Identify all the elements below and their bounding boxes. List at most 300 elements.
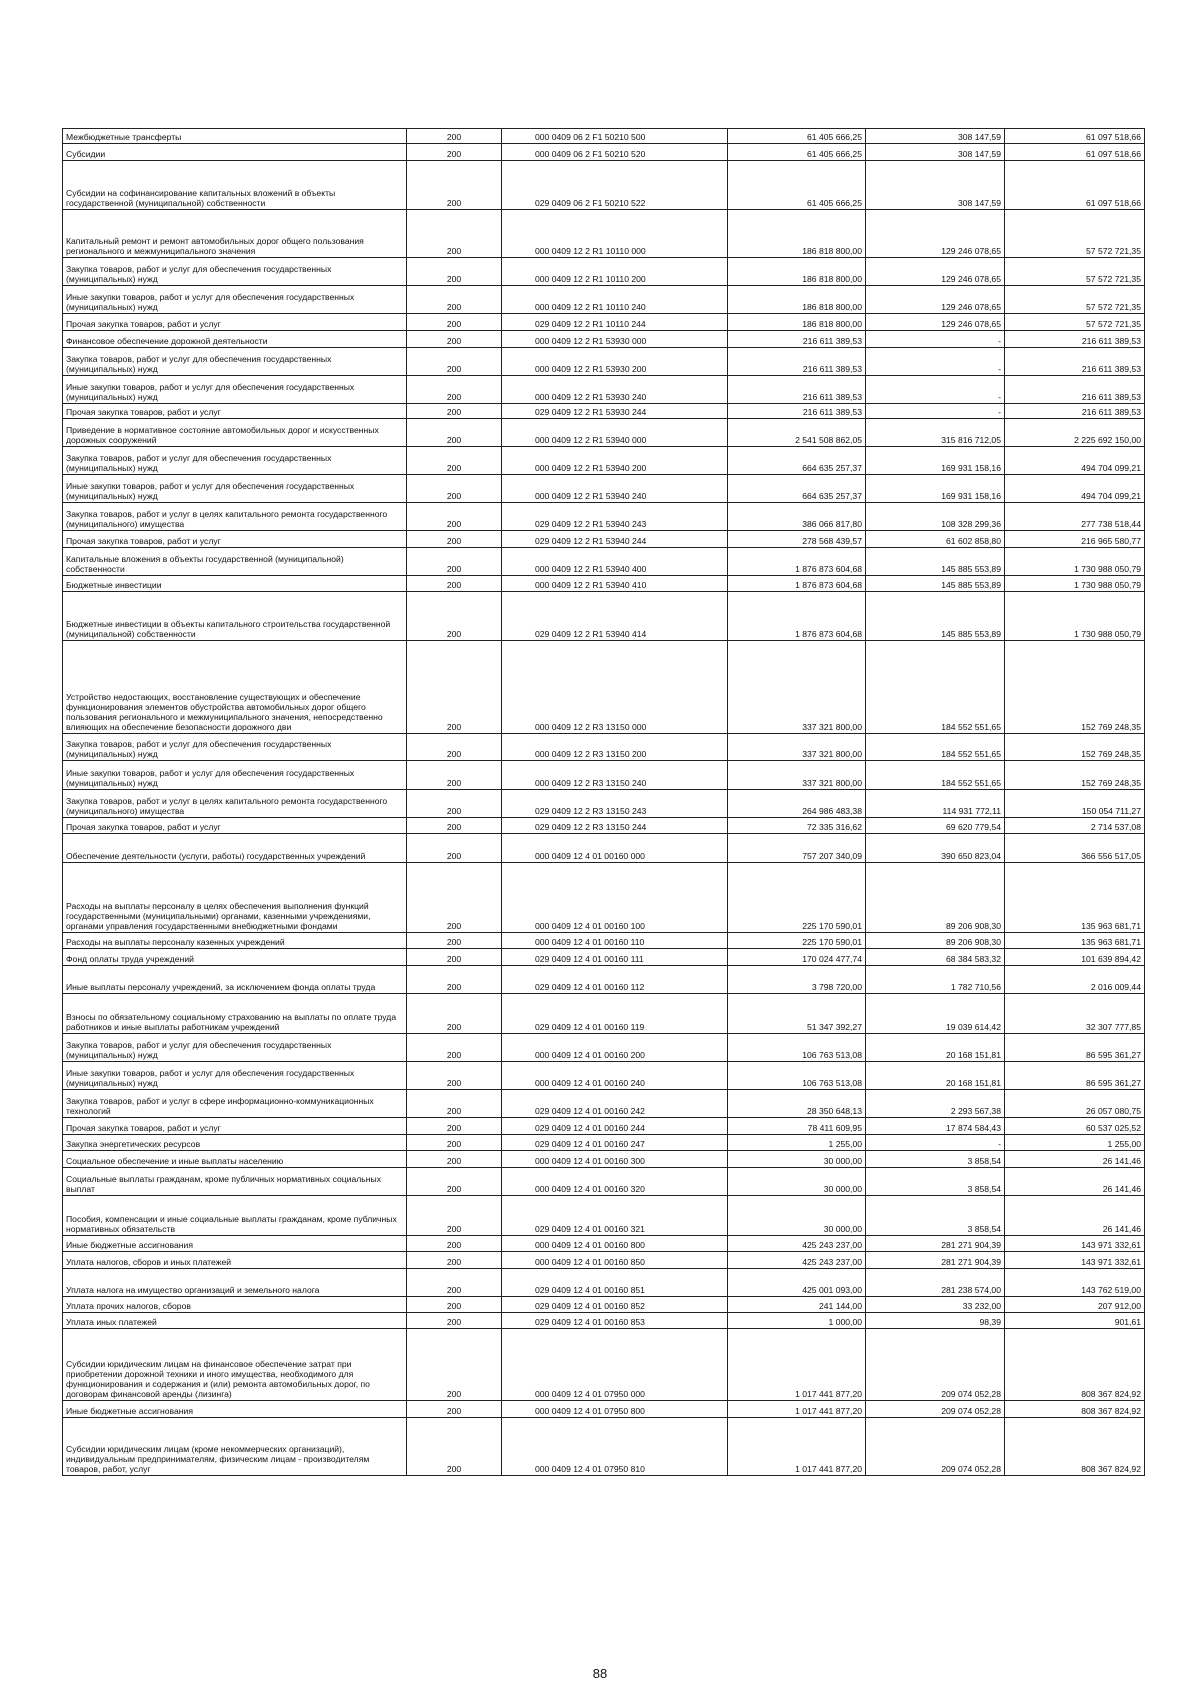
executed-amount-cell: 129 246 078,65 — [866, 314, 1005, 331]
unexecuted-amount-cell: 150 054 711,27 — [1005, 790, 1145, 818]
approved-amount-cell: 2 541 508 862,05 — [728, 419, 866, 447]
line-code-cell: 200 — [407, 419, 502, 447]
table-row — [63, 592, 1145, 641]
unexecuted-amount-cell: 216 965 580,77 — [1005, 531, 1145, 548]
table-row — [63, 286, 1145, 314]
expense-name-cell: Уплата иных платежей — [63, 1313, 407, 1329]
executed-amount-cell: - — [866, 348, 1005, 376]
budget-classification-code-cell: 029 0409 12 4 01 00160 112 — [502, 966, 728, 994]
executed-amount-cell: 209 074 052,28 — [866, 1401, 1005, 1418]
approved-amount-cell: 225 170 590,01 — [728, 863, 866, 933]
approved-amount-cell: 216 611 389,53 — [728, 348, 866, 376]
unexecuted-amount-cell: 135 963 681,71 — [1005, 863, 1145, 933]
unexecuted-amount-cell: 366 556 517,05 — [1005, 834, 1145, 863]
table-row — [63, 161, 1145, 210]
table-row — [63, 129, 1145, 144]
line-code-cell: 200 — [407, 1269, 502, 1297]
table-row — [63, 834, 1145, 863]
approved-amount-cell: 186 818 800,00 — [728, 286, 866, 314]
line-code-cell: 200 — [407, 475, 502, 503]
table-row — [63, 966, 1145, 994]
approved-amount-cell: 216 611 389,53 — [728, 376, 866, 404]
budget-classification-code-cell: 000 0409 12 4 01 00160 320 — [502, 1168, 728, 1196]
expense-name-cell: Субсидии на софинансирование капитальных вложений в объекты государственной (муниципальной) собственности — [63, 161, 407, 210]
table-row — [63, 734, 1145, 761]
expense-name-cell: Закупка товаров, работ и услуг в сфере информационно-коммуникационных технологий — [63, 1090, 407, 1118]
executed-amount-cell: 281 238 574,00 — [866, 1269, 1005, 1297]
budget-classification-code-cell: 029 0409 12 4 01 00160 852 — [502, 1297, 728, 1313]
table-row — [63, 1196, 1145, 1236]
executed-amount-cell: 19 039 614,42 — [866, 994, 1005, 1034]
table-row — [63, 1329, 1145, 1401]
approved-amount-cell: 28 350 648,13 — [728, 1090, 866, 1118]
unexecuted-amount-cell: 86 595 361,27 — [1005, 1034, 1145, 1062]
executed-amount-cell: 129 246 078,65 — [866, 286, 1005, 314]
executed-amount-cell: 145 885 553,89 — [866, 548, 1005, 576]
table-row — [63, 1418, 1145, 1476]
unexecuted-amount-cell: 61 097 518,66 — [1005, 161, 1145, 210]
table-row — [63, 1269, 1145, 1297]
budget-classification-code-cell: 000 0409 12 2 R1 53940 400 — [502, 548, 728, 576]
line-code-cell: 200 — [407, 447, 502, 475]
table-row — [63, 1313, 1145, 1329]
line-code-cell: 200 — [407, 548, 502, 576]
expense-name-cell: Закупка энергетических ресурсов — [63, 1135, 407, 1151]
budget-classification-code-cell: 000 0409 12 2 R1 53940 200 — [502, 447, 728, 475]
budget-classification-code-cell: 000 0409 12 2 R3 13150 000 — [502, 641, 728, 734]
line-code-cell: 200 — [407, 1418, 502, 1476]
executed-amount-cell: 33 232,00 — [866, 1297, 1005, 1313]
unexecuted-amount-cell: 216 611 389,53 — [1005, 404, 1145, 419]
budget-classification-code-cell: 000 0409 12 2 R1 10110 200 — [502, 258, 728, 286]
executed-amount-cell: 17 874 584,43 — [866, 1118, 1005, 1135]
executed-amount-cell: 184 552 551,65 — [866, 734, 1005, 761]
executed-amount-cell: - — [866, 1135, 1005, 1151]
executed-amount-cell: 308 147,59 — [866, 129, 1005, 144]
expense-name-cell: Субсидии юридическим лицам на финансовое обеспечение затрат при приобретении дорожной техники и иного имущества, необходимого для функционирования и содержания и (или) ремонта автомобильных дорог, по договорам финансовой аренды (лизинга) — [63, 1329, 407, 1401]
table-row — [63, 818, 1145, 834]
approved-amount-cell: 241 144,00 — [728, 1297, 866, 1313]
unexecuted-amount-cell: 26 141,46 — [1005, 1151, 1145, 1168]
unexecuted-amount-cell: 1 730 988 050,79 — [1005, 592, 1145, 641]
budget-classification-code-cell: 029 0409 12 4 01 00160 111 — [502, 949, 728, 966]
expense-name-cell: Уплата налогов, сборов и иных платежей — [63, 1252, 407, 1269]
approved-amount-cell: 1 876 873 604,68 — [728, 576, 866, 592]
expense-name-cell: Бюджетные инвестиции в объекты капитального строительства государственной (муниципальной) собственности — [63, 592, 407, 641]
executed-amount-cell: 315 816 712,05 — [866, 419, 1005, 447]
budget-classification-code-cell: 029 0409 12 2 R1 10110 244 — [502, 314, 728, 331]
table-row — [63, 548, 1145, 576]
executed-amount-cell: 209 074 052,28 — [866, 1418, 1005, 1476]
line-code-cell: 200 — [407, 129, 502, 144]
table-row — [63, 863, 1145, 933]
unexecuted-amount-cell: 2 714 537,08 — [1005, 818, 1145, 834]
line-code-cell: 200 — [407, 331, 502, 348]
budget-classification-code-cell: 000 0409 06 2 F1 50210 500 — [502, 129, 728, 144]
approved-amount-cell: 337 321 800,00 — [728, 734, 866, 761]
budget-classification-code-cell: 000 0409 12 4 01 00160 800 — [502, 1236, 728, 1252]
expense-name-cell: Закупка товаров, работ и услуг для обеспечения государственных (муниципальных) нужд — [63, 1034, 407, 1062]
line-code-cell: 200 — [407, 1034, 502, 1062]
expense-name-cell: Закупка товаров, работ и услуг в целях капитального ремонта государственного (муниципального) имущества — [63, 503, 407, 531]
expense-name-cell: Расходы на выплаты персоналу в целях обеспечения выполнения функций государственными (муниципальными) органами, казенными учреждениями, органами управления государственными внебюджетными фондами — [63, 863, 407, 933]
line-code-cell: 200 — [407, 348, 502, 376]
budget-classification-code-cell: 029 0409 12 4 01 00160 851 — [502, 1269, 728, 1297]
budget-classification-code-cell: 000 0409 12 2 R1 53930 240 — [502, 376, 728, 404]
approved-amount-cell: 186 818 800,00 — [728, 258, 866, 286]
unexecuted-amount-cell: 135 963 681,71 — [1005, 933, 1145, 949]
budget-classification-code-cell: 000 0409 06 2 F1 50210 520 — [502, 144, 728, 161]
executed-amount-cell: 281 271 904,39 — [866, 1252, 1005, 1269]
table-row — [63, 576, 1145, 592]
unexecuted-amount-cell: 32 307 777,85 — [1005, 994, 1145, 1034]
table-row — [63, 761, 1145, 790]
line-code-cell: 200 — [407, 1135, 502, 1151]
budget-classification-code-cell: 029 0409 12 2 R1 53940 243 — [502, 503, 728, 531]
approved-amount-cell: 425 243 237,00 — [728, 1252, 866, 1269]
expense-name-cell: Закупка товаров, работ и услуг для обеспечения государственных (муниципальных) нужд — [63, 447, 407, 475]
line-code-cell: 200 — [407, 258, 502, 286]
table-row — [63, 1168, 1145, 1196]
executed-amount-cell: 20 168 151,81 — [866, 1062, 1005, 1090]
expense-name-cell: Прочая закупка товаров, работ и услуг — [63, 404, 407, 419]
line-code-cell: 200 — [407, 1090, 502, 1118]
approved-amount-cell: 30 000,00 — [728, 1151, 866, 1168]
executed-amount-cell: 390 650 823,04 — [866, 834, 1005, 863]
line-code-cell: 200 — [407, 1329, 502, 1401]
budget-execution-table — [62, 128, 1145, 1476]
line-code-cell: 200 — [407, 576, 502, 592]
unexecuted-amount-cell: 1 255,00 — [1005, 1135, 1145, 1151]
executed-amount-cell: 3 858,54 — [866, 1151, 1005, 1168]
budget-classification-code-cell: 029 0409 12 4 01 00160 244 — [502, 1118, 728, 1135]
executed-amount-cell: 2 293 567,38 — [866, 1090, 1005, 1118]
unexecuted-amount-cell: 2 225 692 150,00 — [1005, 419, 1145, 447]
approved-amount-cell: 337 321 800,00 — [728, 641, 866, 734]
line-code-cell: 200 — [407, 210, 502, 258]
approved-amount-cell: 1 017 441 877,20 — [728, 1401, 866, 1418]
unexecuted-amount-cell: 808 367 824,92 — [1005, 1401, 1145, 1418]
line-code-cell: 200 — [407, 376, 502, 404]
budget-classification-code-cell: 000 0409 12 2 R3 13150 200 — [502, 734, 728, 761]
budget-classification-code-cell: 029 0409 12 4 01 00160 853 — [502, 1313, 728, 1329]
budget-classification-code-cell: 029 0409 12 2 R3 13150 243 — [502, 790, 728, 818]
unexecuted-amount-cell: 277 738 518,44 — [1005, 503, 1145, 531]
executed-amount-cell: 169 931 158,16 — [866, 447, 1005, 475]
approved-amount-cell: 186 818 800,00 — [728, 314, 866, 331]
line-code-cell: 200 — [407, 161, 502, 210]
executed-amount-cell: - — [866, 331, 1005, 348]
budget-classification-code-cell: 029 0409 12 2 R1 53930 244 — [502, 404, 728, 419]
expense-name-cell: Закупка товаров, работ и услуг для обеспечения государственных (муниципальных) нужд — [63, 348, 407, 376]
table-row — [63, 419, 1145, 447]
unexecuted-amount-cell: 61 097 518,66 — [1005, 144, 1145, 161]
executed-amount-cell: 129 246 078,65 — [866, 210, 1005, 258]
expense-name-cell: Уплата налога на имущество организаций и земельного налога — [63, 1269, 407, 1297]
executed-amount-cell: 281 271 904,39 — [866, 1236, 1005, 1252]
line-code-cell: 200 — [407, 286, 502, 314]
executed-amount-cell: 145 885 553,89 — [866, 592, 1005, 641]
executed-amount-cell: 108 328 299,36 — [866, 503, 1005, 531]
table-row — [63, 1151, 1145, 1168]
expense-name-cell: Иные бюджетные ассигнования — [63, 1401, 407, 1418]
line-code-cell: 200 — [407, 1118, 502, 1135]
line-code-cell: 200 — [407, 1401, 502, 1418]
table-row — [63, 641, 1145, 734]
budget-classification-code-cell: 029 0409 12 2 R3 13150 244 — [502, 818, 728, 834]
table-row — [63, 404, 1145, 419]
expense-name-cell: Пособия, компенсации и иные социальные выплаты гражданам, кроме публичных нормативных обязательств — [63, 1196, 407, 1236]
table-row — [63, 348, 1145, 376]
executed-amount-cell: 3 858,54 — [866, 1168, 1005, 1196]
budget-classification-code-cell: 000 0409 12 2 R1 53940 410 — [502, 576, 728, 592]
table-row — [63, 314, 1145, 331]
unexecuted-amount-cell: 901,61 — [1005, 1313, 1145, 1329]
expense-name-cell: Межбюджетные трансферты — [63, 129, 407, 144]
budget-classification-code-cell: 000 0409 12 4 01 00160 200 — [502, 1034, 728, 1062]
expense-name-cell: Иные бюджетные ассигнования — [63, 1236, 407, 1252]
line-code-cell: 200 — [407, 641, 502, 734]
unexecuted-amount-cell: 61 097 518,66 — [1005, 129, 1145, 144]
expense-name-cell: Прочая закупка товаров, работ и услуг — [63, 314, 407, 331]
executed-amount-cell: 20 168 151,81 — [866, 1034, 1005, 1062]
approved-amount-cell: 51 347 392,27 — [728, 994, 866, 1034]
expense-name-cell: Капитальные вложения в объекты государственной (муниципальной) собственности — [63, 548, 407, 576]
line-code-cell: 200 — [407, 404, 502, 419]
expense-name-cell: Обеспечение деятельности (услуги, работы) государственных учреждений — [63, 834, 407, 863]
approved-amount-cell: 225 170 590,01 — [728, 933, 866, 949]
approved-amount-cell: 664 635 257,37 — [728, 447, 866, 475]
executed-amount-cell: 3 858,54 — [866, 1196, 1005, 1236]
expense-name-cell: Иные закупки товаров, работ и услуг для обеспечения государственных (муниципальных) нужд — [63, 475, 407, 503]
expense-name-cell: Закупка товаров, работ и услуг в целях капитального ремонта государственного (муниципального) имущества — [63, 790, 407, 818]
approved-amount-cell: 78 411 609,95 — [728, 1118, 866, 1135]
expense-name-cell: Прочая закупка товаров, работ и услуг — [63, 531, 407, 548]
line-code-cell: 200 — [407, 1236, 502, 1252]
approved-amount-cell: 3 798 720,00 — [728, 966, 866, 994]
approved-amount-cell: 61 405 666,25 — [728, 144, 866, 161]
line-code-cell: 200 — [407, 761, 502, 790]
unexecuted-amount-cell: 152 769 248,35 — [1005, 761, 1145, 790]
approved-amount-cell: 106 763 513,08 — [728, 1062, 866, 1090]
table-row — [63, 1236, 1145, 1252]
budget-classification-code-cell: 000 0409 12 4 01 00160 850 — [502, 1252, 728, 1269]
executed-amount-cell: 89 206 908,30 — [866, 863, 1005, 933]
expense-name-cell: Иные закупки товаров, работ и услуг для обеспечения государственных (муниципальных) нужд — [63, 1062, 407, 1090]
expense-name-cell: Иные закупки товаров, работ и услуг для обеспечения государственных (муниципальных) нужд — [63, 376, 407, 404]
line-code-cell: 200 — [407, 592, 502, 641]
approved-amount-cell: 216 611 389,53 — [728, 404, 866, 419]
unexecuted-amount-cell: 57 572 721,35 — [1005, 258, 1145, 286]
approved-amount-cell: 30 000,00 — [728, 1168, 866, 1196]
line-code-cell: 200 — [407, 1297, 502, 1313]
executed-amount-cell: 209 074 052,28 — [866, 1329, 1005, 1401]
line-code-cell: 200 — [407, 1168, 502, 1196]
approved-amount-cell: 106 763 513,08 — [728, 1034, 866, 1062]
unexecuted-amount-cell: 216 611 389,53 — [1005, 331, 1145, 348]
budget-classification-code-cell: 029 0409 12 4 01 00160 321 — [502, 1196, 728, 1236]
table-row — [63, 1252, 1145, 1269]
expense-name-cell: Капитальный ремонт и ремонт автомобильных дорог общего пользования регионального и межмуниципального значения — [63, 210, 407, 258]
approved-amount-cell: 61 405 666,25 — [728, 161, 866, 210]
executed-amount-cell: 308 147,59 — [866, 161, 1005, 210]
budget-classification-code-cell: 000 0409 12 4 01 00160 000 — [502, 834, 728, 863]
expense-name-cell: Бюджетные инвестиции — [63, 576, 407, 592]
unexecuted-amount-cell: 808 367 824,92 — [1005, 1418, 1145, 1476]
unexecuted-amount-cell: 216 611 389,53 — [1005, 376, 1145, 404]
budget-classification-code-cell: 000 0409 12 2 R1 53940 000 — [502, 419, 728, 447]
table-row — [63, 1401, 1145, 1418]
line-code-cell: 200 — [407, 1313, 502, 1329]
approved-amount-cell: 757 207 340,09 — [728, 834, 866, 863]
table-row — [63, 790, 1145, 818]
budget-classification-code-cell: 000 0409 12 2 R1 53940 240 — [502, 475, 728, 503]
approved-amount-cell: 30 000,00 — [728, 1196, 866, 1236]
executed-amount-cell: 184 552 551,65 — [866, 761, 1005, 790]
executed-amount-cell: 308 147,59 — [866, 144, 1005, 161]
budget-classification-code-cell: 029 0409 12 2 R1 53940 414 — [502, 592, 728, 641]
line-code-cell: 200 — [407, 1062, 502, 1090]
unexecuted-amount-cell: 26 141,46 — [1005, 1168, 1145, 1196]
table-row — [63, 376, 1145, 404]
expense-name-cell: Устройство недостающих, восстановление существующих и обеспечение функционирования элементов обустройства автомобильных дорог общего пользования регионального и межмуниципального значения, непосредственно влияющих на обеспечение безопасности дорожного дви — [63, 641, 407, 734]
table-body — [63, 129, 1145, 1476]
approved-amount-cell: 216 611 389,53 — [728, 331, 866, 348]
executed-amount-cell: - — [866, 404, 1005, 419]
table-row — [63, 1034, 1145, 1062]
executed-amount-cell: 89 206 908,30 — [866, 933, 1005, 949]
executed-amount-cell: 1 782 710,56 — [866, 966, 1005, 994]
budget-classification-code-cell: 000 0409 12 4 01 07950 000 — [502, 1329, 728, 1401]
budget-classification-code-cell: 000 0409 12 4 01 00160 240 — [502, 1062, 728, 1090]
approved-amount-cell: 1 017 441 877,20 — [728, 1329, 866, 1401]
line-code-cell: 200 — [407, 531, 502, 548]
line-code-cell: 200 — [407, 1196, 502, 1236]
unexecuted-amount-cell: 26 057 080,75 — [1005, 1090, 1145, 1118]
unexecuted-amount-cell: 494 704 099,21 — [1005, 447, 1145, 475]
executed-amount-cell: 129 246 078,65 — [866, 258, 1005, 286]
budget-classification-code-cell: 029 0409 06 2 F1 50210 522 — [502, 161, 728, 210]
table-row — [63, 447, 1145, 475]
approved-amount-cell: 386 066 817,80 — [728, 503, 866, 531]
approved-amount-cell: 664 635 257,37 — [728, 475, 866, 503]
executed-amount-cell: 114 931 772,11 — [866, 790, 1005, 818]
page-number: 88 — [592, 1666, 608, 1681]
expense-name-cell: Прочая закупка товаров, работ и услуг — [63, 818, 407, 834]
approved-amount-cell: 72 335 316,62 — [728, 818, 866, 834]
budget-classification-code-cell: 000 0409 12 2 R1 53930 000 — [502, 331, 728, 348]
line-code-cell: 200 — [407, 994, 502, 1034]
budget-classification-code-cell: 029 0409 12 4 01 00160 242 — [502, 1090, 728, 1118]
line-code-cell: 200 — [407, 144, 502, 161]
approved-amount-cell: 425 243 237,00 — [728, 1236, 866, 1252]
expense-name-cell: Уплата прочих налогов, сборов — [63, 1297, 407, 1313]
table-row — [63, 1118, 1145, 1135]
unexecuted-amount-cell: 26 141,46 — [1005, 1196, 1145, 1236]
expense-name-cell: Субсидии юридическим лицам (кроме некоммерческих организаций), индивидуальным предпринимателям, физическим лицам - производителям товаров, работ, услуг — [63, 1418, 407, 1476]
unexecuted-amount-cell: 57 572 721,35 — [1005, 314, 1145, 331]
approved-amount-cell: 278 568 439,57 — [728, 531, 866, 548]
executed-amount-cell: 69 620 779,54 — [866, 818, 1005, 834]
approved-amount-cell: 1 017 441 877,20 — [728, 1418, 866, 1476]
approved-amount-cell: 186 818 800,00 — [728, 210, 866, 258]
budget-classification-code-cell: 000 0409 12 2 R3 13150 240 — [502, 761, 728, 790]
budget-classification-code-cell: 029 0409 12 2 R1 53940 244 — [502, 531, 728, 548]
unexecuted-amount-cell: 143 971 332,61 — [1005, 1236, 1145, 1252]
line-code-cell: 200 — [407, 734, 502, 761]
budget-classification-code-cell: 000 0409 12 4 01 00160 100 — [502, 863, 728, 933]
line-code-cell: 200 — [407, 314, 502, 331]
table-row — [63, 949, 1145, 966]
table-row — [63, 503, 1145, 531]
table-row — [63, 210, 1145, 258]
unexecuted-amount-cell: 1 730 988 050,79 — [1005, 576, 1145, 592]
unexecuted-amount-cell: 143 762 519,00 — [1005, 1269, 1145, 1297]
unexecuted-amount-cell: 1 730 988 050,79 — [1005, 548, 1145, 576]
budget-classification-code-cell: 000 0409 12 4 01 00160 300 — [502, 1151, 728, 1168]
budget-classification-code-cell: 000 0409 12 4 01 07950 810 — [502, 1418, 728, 1476]
executed-amount-cell: 184 552 551,65 — [866, 641, 1005, 734]
approved-amount-cell: 1 255,00 — [728, 1135, 866, 1151]
approved-amount-cell: 1 876 873 604,68 — [728, 548, 866, 576]
executed-amount-cell: 68 384 583,32 — [866, 949, 1005, 966]
unexecuted-amount-cell: 60 537 025,52 — [1005, 1118, 1145, 1135]
table-row — [63, 994, 1145, 1034]
table-row — [63, 531, 1145, 548]
unexecuted-amount-cell: 2 016 009,44 — [1005, 966, 1145, 994]
unexecuted-amount-cell: 207 912,00 — [1005, 1297, 1145, 1313]
executed-amount-cell: 145 885 553,89 — [866, 576, 1005, 592]
budget-classification-code-cell: 000 0409 12 2 R1 10110 240 — [502, 286, 728, 314]
expense-name-cell: Социальное обеспечение и иные выплаты населению — [63, 1151, 407, 1168]
expense-name-cell: Закупка товаров, работ и услуг для обеспечения государственных (муниципальных) нужд — [63, 734, 407, 761]
expense-name-cell: Иные закупки товаров, работ и услуг для обеспечения государственных (муниципальных) нужд — [63, 286, 407, 314]
executed-amount-cell: - — [866, 376, 1005, 404]
budget-classification-code-cell: 029 0409 12 4 01 00160 119 — [502, 994, 728, 1034]
table-row — [63, 1062, 1145, 1090]
unexecuted-amount-cell: 494 704 099,21 — [1005, 475, 1145, 503]
table-row — [63, 1297, 1145, 1313]
expense-name-cell: Иные выплаты персоналу учреждений, за исключением фонда оплаты труда — [63, 966, 407, 994]
table-row — [63, 933, 1145, 949]
line-code-cell: 200 — [407, 949, 502, 966]
unexecuted-amount-cell: 143 971 332,61 — [1005, 1252, 1145, 1269]
line-code-cell: 200 — [407, 834, 502, 863]
approved-amount-cell: 170 024 477,74 — [728, 949, 866, 966]
expense-name-cell: Взносы по обязательному социальному страхованию на выплаты по оплате труда работников и иные выплаты работникам учреждений — [63, 994, 407, 1034]
table-row — [63, 258, 1145, 286]
table-row — [63, 475, 1145, 503]
table-row — [63, 144, 1145, 161]
expense-name-cell: Иные закупки товаров, работ и услуг для обеспечения государственных (муниципальных) нужд — [63, 761, 407, 790]
budget-classification-code-cell: 000 0409 12 2 R1 53930 200 — [502, 348, 728, 376]
budget-classification-code-cell: 000 0409 12 2 R1 10110 000 — [502, 210, 728, 258]
unexecuted-amount-cell: 57 572 721,35 — [1005, 210, 1145, 258]
approved-amount-cell: 337 321 800,00 — [728, 761, 866, 790]
table-row — [63, 1090, 1145, 1118]
approved-amount-cell: 264 986 483,38 — [728, 790, 866, 818]
expense-name-cell: Финансовое обеспечение дорожной деятельности — [63, 331, 407, 348]
expense-name-cell: Субсидии — [63, 144, 407, 161]
approved-amount-cell: 425 001 093,00 — [728, 1269, 866, 1297]
executed-amount-cell: 98,39 — [866, 1313, 1005, 1329]
unexecuted-amount-cell: 86 595 361,27 — [1005, 1062, 1145, 1090]
approved-amount-cell: 61 405 666,25 — [728, 129, 866, 144]
approved-amount-cell: 1 876 873 604,68 — [728, 592, 866, 641]
line-code-cell: 200 — [407, 1252, 502, 1269]
line-code-cell: 200 — [407, 503, 502, 531]
expense-name-cell: Социальные выплаты гражданам, кроме публичных нормативных социальных выплат — [63, 1168, 407, 1196]
